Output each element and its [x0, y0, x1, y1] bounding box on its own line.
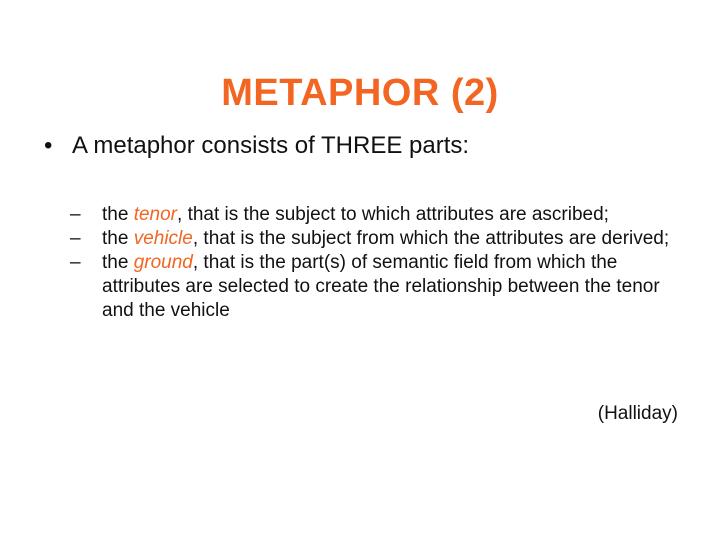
- list-item-ground: [70, 251, 686, 323]
- term-ground: ground: [133, 252, 193, 273]
- item-description: , that is the part(s) of semantic field from which the attributes are selected to create the relationship between the tenor and the vehicle: [102, 252, 660, 321]
- item-description: , that is the subject from which the attributes are derived;: [192, 228, 670, 249]
- list-item-vehicle: [70, 227, 686, 251]
- bullet-marker: •: [44, 132, 53, 159]
- attribution: (Halliday): [597, 403, 678, 424]
- item-description: , that is the subject to which attributes are ascribed;: [177, 204, 609, 225]
- main-bullet-text: A metaphor consists of THREE parts:: [72, 132, 470, 159]
- dash-marker: –: [70, 252, 81, 273]
- dash-marker: –: [70, 204, 81, 225]
- dash-marker: –: [70, 228, 81, 249]
- list-item-tenor: [70, 203, 686, 227]
- term-tenor: tenor: [133, 204, 178, 225]
- sub-list: [70, 203, 686, 323]
- slide-title: METAPHOR (2): [221, 72, 499, 115]
- item-prefix: the: [102, 252, 134, 273]
- item-prefix: the: [102, 204, 134, 225]
- item-prefix: the: [102, 228, 134, 249]
- main-bullet: [44, 130, 684, 162]
- term-vehicle: vehicle: [133, 228, 193, 249]
